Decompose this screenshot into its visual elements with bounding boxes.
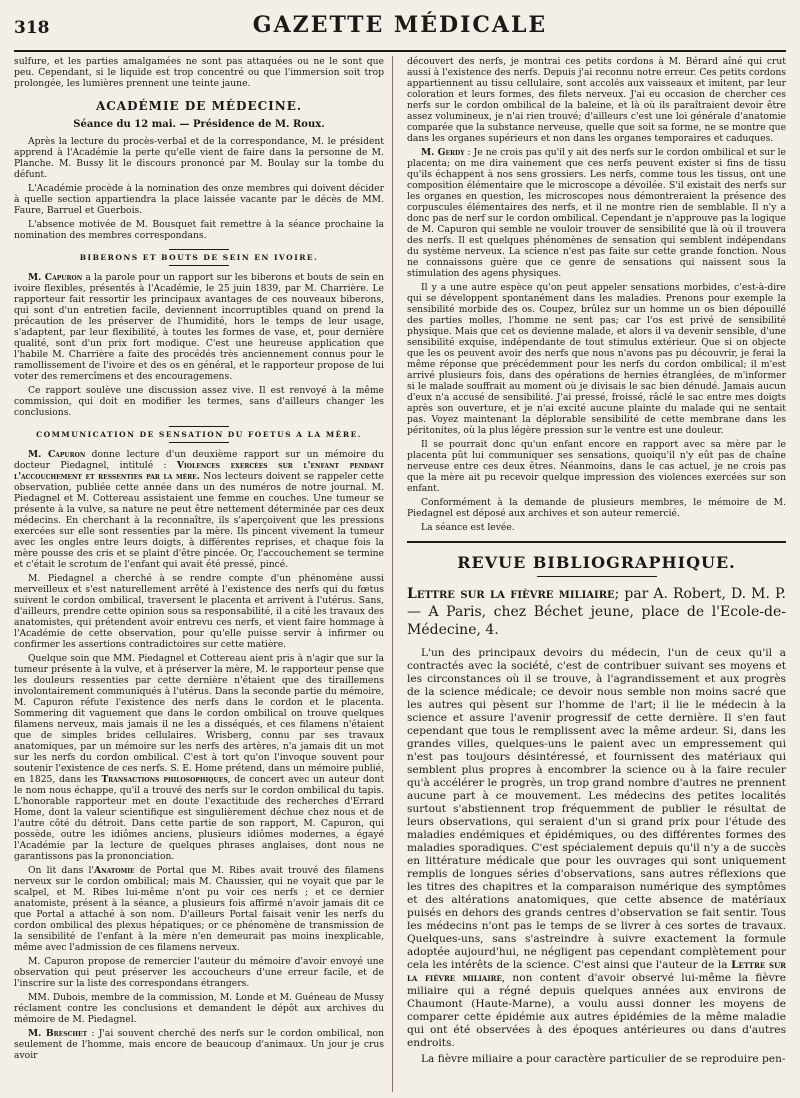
paragraph (14, 865, 384, 953)
paragraph (14, 1028, 384, 1061)
paragraph: L'Académie procède à la nomination des onze membres qui doivent décider à quelle section appartiendra la place laissée vacante par le décès de MM. Faure, Barruel et Guerbois. (14, 183, 384, 216)
paragraph (14, 449, 384, 570)
paragraph: L'absence motivée de M. Bousquet fait remettre à la séance prochaine la nomination des membres correspondans. (14, 219, 384, 241)
book-reference (407, 585, 786, 639)
speaker-name: M. Breschet (28, 1028, 88, 1039)
paragraph-text: donne lecture d'un deuxième rapport sur un mémoire du docteur Piedagnel, intitulé : (14, 449, 384, 471)
section-title: ACADÉMIE DE MÉDECINE. (95, 99, 303, 113)
text-columns (14, 56, 786, 1092)
book-publisher: ; par A. Robert, D. M. P. — A Paris, chez Béchet jeune, place de l'Ecole-de-Médecine, 4. (407, 586, 786, 638)
paragraph (14, 653, 384, 862)
session-heading: Séance du 12 mai. — Présidence de M. Roux. (73, 119, 325, 130)
paragraph: La fièvre miliaire a pour caractère particulier de se reproduire pen- (421, 1053, 786, 1065)
paragraph: Il y a une autre espèce qu'on peut appeler sensations morbides, c'est-à-dire qui se développent spontanément dans les maladies. Prenons pour exemple la sensibilité morbide des os. Coupez, brûlez sur un homme un os bien dépouillé des parties molles, l'homme ne sent pas; car l'os est privé de sensibilité physique. Mais que cet os devienne malade, et alors il va devenir sensible, d'une sensibilité exquise, indépendante de tout stimulus extérieur. Que si on objecte que les os peuvent avoir des nerfs que nous n'avons pas pu découvrir, je ferai la même réponse que précédemment pour les nerfs du cordon ombilical; il m'est arrivé plusieurs fois, dans des opérations de hernies étranglées, de m'informer si le malade souffrait au moment où je divisais le sac bien dénudé. Jamais aucun d'eux n'a accusé de sensibilité. J'ai pressé, froissé, râclé le sac entre mes doigts après son ouverture, et je n'ai excité aucune plainte du malade qui ne sentait pas. Voyez maintenant la déplorable sensibilité de cette membrane dans les péritonites, où la plus légère pression sur le ventre est une douleur. (407, 282, 786, 436)
paragraph: M. Piedagnel a cherché à se rendre compte d'un phénomène aussi merveilleux et s'est naturellement arrêté à l'existence des nerfs qui du fœtus suivent le cordon ombilical, traversent le placenta et arrivent à l'utérus. Sans, d'ailleurs, prendre cette opinion sous sa responsabilité, il a cité les travaux des anatomistes, qui prétendent avoir entrevu ces nerfs, et vient faire hommage à l'Académie de cette observation, pour qu'elle puisse servir à infirmer ou confirmer les assertions contradictoires sur cette matière. (14, 573, 384, 650)
paragraph-text: a la parole pour un rapport sur les biberons et bouts de sein en ivoire flexibles, présentés à l'Académie, le 25 juin 1839, par M. Charrière. Le rapporteur fait ressortir les principaux avantages de ces nouveaux biberons, qui sont d'un entretien facile, deviennent incorruptibles quand on prend la précaution de les préserver de l'humidité, hors le temps de leur usage, s'adaptent, par leur flexibilité, à toutes les formes de vase, et, pour dernière qualité, sont d'un prix fort modique. C'est une heureuse application que l'habile M. Charrière a faite des procédés très anciennement connus pour le ramollissement de l'ivoire et des os en général, et le rapporteur propose de lui voter des remercîmens et des encouragemens. (14, 272, 385, 382)
paragraph-text: Quelque soin que MM. Piedagnel et Cottereau aient pris à n'agir que sur la tumeur présente à la vulve, et à préserver la mère, M. le rapporteur pense que les douleurs ressenties par cette dernière n'étaient que des tiraillemens involontairement communiqués à l'utérus. Dans la seconde partie du mémoire, M. Capuron réfute l'existence des nerfs dans le cordon et le placenta. Sommering dit vaguement que dans le cordon ombilical on trouve quelques filamens nerveux, mais jamais il ne les a disséqués, et ces filamens n'étaient que de simples brides cellulaires. Wrisberg, connu par ses travaux anatomiques, par un mémoire sur les nerfs des artères, n'a jamais dit un mot sur les nerfs du cordon ombilical. C'est à tort qu'on l'invoque souvent pour soutenir l'existence de ces nerfs. S. E. Home prétend, dans un mémoire publié, en 1825, dans les (14, 653, 384, 785)
paragraph (407, 647, 786, 1050)
paragraph-text: de Portal que M. Ribes avait trouvé des filamens nerveux sur le cordon ombilical; mais M. Chaussier, qui ne voyait que par le scalpel, et M. Ribes lui-même n'ont pu voir ces nerfs ; et ce dernier anatomiste, présent à la séance, a plusieurs fois affirmé n'avoir jamais dit ce que Portal a attaché à son nom. D'ailleurs Portal faisait venir les nerfs du cordon ombilical des plexus hépatiques; or ce phénomène de transmission de la sensibilité de l'enfant à la mère n'en demeurait pas moins inexplicable, même avec l'admission de ces filamens nerveux. (14, 865, 384, 953)
speaker-name: M. Gerdy (421, 147, 465, 158)
paragraph: La séance est levée. (421, 522, 515, 533)
paragraph: Conformément à la demande de plusieurs membres, le mémoire de M. Piedagnel est déposé aux archives et son auteur remercié. (407, 497, 786, 519)
paragraph: sulfure, et les parties amalgamées ne sont pas attaquées ou ne le sont que peu. Cependant, si le liquide est trop concentré ou que l'immersion soit trop prolongée, les lumières prennent une teinte jaune. (14, 56, 384, 89)
paragraph: Il se pourrait donc qu'un enfant encore en rapport avec sa mère par le placenta pût lui communiquer ses sensations, quoiqu'il n'y eût pas de chaîne nerveuse entre ces deux êtres. Néanmoins, dans le cas actuel, je ne crois pas que la mère ait pu recevoir quelque impression des violences exercées sur son enfant. (407, 439, 786, 494)
speaker-name: M. Capuron (28, 449, 86, 460)
paragraph: M. Capuron propose de remercier l'auteur du mémoire d'avoir envoyé une observation qui peut préserver les accoucheurs d'une erreur facile, et de l'inscrire sur la liste des correspondans étrangers. (14, 956, 384, 989)
paragraph-text: , non content d'avoir observé lui-même la fièvre miliaire qui a régné depuis quelques années aux environs de Chaumont (Haute-Marne), a voulu aussi donner les moyens de comparer cette épidémie aux autres épidémies de la même maladie qui ont été observées à des époques antérieures ou dans d'autres endroits. (407, 972, 786, 1049)
page-header (14, 6, 786, 52)
paragraph-text: On lit dans l' (28, 865, 94, 876)
book-title: Lettre sur la fièvre miliaire (407, 959, 786, 984)
right-column (407, 56, 786, 1092)
paragraph (407, 147, 786, 279)
page-number: 318 (14, 18, 50, 38)
paragraph: Ce rapport soulève une discussion assez vive. Il est renvoyé à la même commission, qui doit en modifier les termes, sans d'ailleurs changer les conclusions. (14, 385, 384, 418)
paragraph (14, 272, 384, 382)
section-divider (407, 541, 786, 543)
revue-title: REVUE BIBLIOGRAPHIQUE. (407, 553, 786, 577)
paragraph: découvert des nerfs, je montrai ces petits cordons à M. Bérard aîné qui crut aussi à l'existence des nerfs. Depuis j'ai reconnu notre erreur. Ces petits cordons appartiennent au tissu cellulaire, sont accolés aux vaisseaux et imitent, par leur coloration et leurs formes, des filets nerveux. J'ai eu occasion de chercher ces nerfs sur le cordon ombilical de la baleine, et là où ils paraîtraient devoir être assez volumineux, je n'ai rien trouvé; d'ailleurs c'est une loi générale d'anatomie comparée que la substance nerveuse, quelle que soit sa forme, ne se montre que dans les organes supérieurs et non dans les organes temporaires et caduques. (407, 56, 786, 144)
paragraph-text: , de concert avec un auteur dont le nom nous échappe, qu'il a trouvé des nerfs sur le cordon ombilical du tapis. L'honorable rapporteur met en doute l'exactitude des recherches d'Errard Home, dont la valeur scientifique est singulièrement déchue chez nous et de l'autre côté du détroit. Dans cette partie de son rapport, M. Capuron, qui possède, outre les idiômes anciens, plusieurs idiômes modernes, a égayé l'Académie par la lecture de quelques phrases anglaises, dont nous ne garantissons pas la prononciation. (14, 774, 385, 862)
left-column (14, 56, 393, 1092)
paragraph: Après la lecture du procès-verbal et de la correspondance, M. le président apprend à l'Académie la perte qu'elle vient de faire dans la personne de M. Planche. M. Bussy lit le discours prononcé par M. Boulay sur la tombe du défunt. (14, 136, 384, 180)
subsection-title: COMMUNICATION DE SENSATION DU FOETUS A LA MÈRE. (14, 426, 384, 443)
paragraph-text: : Je ne crois pas qu'il y ait des nerfs sur le cordon ombilical et sur le placenta; on me dira vainement que ces nerfs peuvent exister si fins de tissu qu'ils échappent à nos sens grossiers. Les nerfs, comme tous les tissus, ont une composition élémentaire que le microscope a dévoilée. S'il existait des nerfs sur les organes en question, les microscopes nous démontreraient la présence des corpuscules élémentaires des nerfs, et il ne montre rien de semblable. Il n'y a donc pas de nerf sur le cordon ombilical. Cependant je n'approuve pas la logique de M. Capuron qui semble ne vouloir trouver de sensibilité que là où il trouvera des nerfs. Il est quelques phénomènes de sensation qui semblent indépendans du système nerveux. La science n'est pas faite sur cette grande fonction. Nous ne connaissons guère que ce genre de sensations qui naissent sous la stimulation des agens physiques. (407, 147, 786, 279)
review-body (407, 647, 786, 1066)
paragraph: MM. Dubois, membre de la commission, M. Londe et M. Guéneau de Mussy réclament contre les conclusions et demandent le dépôt aux archives du mémoire de M. Piedagnel. (14, 992, 384, 1025)
paragraph-text: Nos lecteurs doivent se rappeler cette observation, publiée cette année dans un des numéros de notre journal. M. Piedagnel et M. Cottereau assistaient une femme en couches. Une tumeur se présente à la vulve, sa nature ne peut être nettement déterminée par ces deux médecins. En cherchant à la reconnaître, ils s'aperçoivent que les pressions exercées sur elle sont ressenties par la mère. Ils pincent vivement la tumeur avec les ongles entre leurs doigts, à différentes reprises, et chaque fois la mère pousse des cris et se plaint d'être pincée. Or, l'accouchement se termine et c'était le scrotum de l'enfant qui avait été pressé, pincé. (14, 471, 384, 570)
speaker-name: M. Capuron (28, 272, 83, 283)
memoir-title: Violences exercées sur l'enfant pendant l'accouchement et ressenties par la mère. (14, 460, 384, 482)
paragraph-text: L'un des principaux devoirs du médecin, l'un de ceux qu'il a contractés avec la société, c'est de contribuer suivant ses moyens et les circonstances où il se trouve, à l'agrandissement et aux progrès de la science médicale; ce devoir nous semble non moins sacré que les autres qui pèsent sur l'homme de l'art; il lie le médecin à la science et assure l'avenir progressif de cette dernière. Il s'en faut cependant que tous le remplissent avec la même ardeur. Si, dans les grandes villes, quelques-uns le paient avec un empressement qui n'est pas toujours désintéressé, et fournissent des matériaux qui semblent plus propres à encombrer la science ou à la faire reculer qu'à accélérer le progrès, un trop grand nombre d'autres ne prennent aucune part à ce mouvement. Les médecins des petites localités surtout s'abstiennent trop fréquemment de publier le résultat de leurs observations, qui seraient d'un si grand prix pour l'étude des maladies endémiques et épidémiques, ou des différentes formes des maladies sporadiques. C'est spécialement depuis qu'il n'y a de succès en littérature médicale que pour les ouvrages qui sont uniquement remplis de longues séries d'observations, sans autres réflexions que les titres des chapitres et la comparaison numérique des symptômes et des altérations anatomiques, que cette absence de matériaux puisés en dehors des grands centres d'observation se fait sentir. Tous les médecins n'ont pas le temps de se livrer à ces sortes de travaux. Quelques-uns, sans s'astreindre à suivre exactement la formule adoptée aujourd'hui, ne négligent pas cependant complètement pour cela les intérêts de la science. C'est ainsi que l'auteur de la (407, 647, 786, 971)
publication-title: Transactions philosophiques (101, 774, 228, 785)
journal-title: GAZETTE MÉDICALE (252, 12, 548, 38)
publication-title: Anatomie (93, 865, 135, 876)
subsection-title: BIBERONS ET BOUTS DE SEIN EN IVOIRE. (14, 249, 384, 266)
book-title: Lettre sur la fièvre miliaire (407, 586, 615, 602)
paragraph-text: : J'ai souvent cherché des nerfs sur le cordon ombilical, non seulement de l'homme, mais encore de beaucoup d'animaux. Un jour je crus avoir (14, 1028, 384, 1061)
